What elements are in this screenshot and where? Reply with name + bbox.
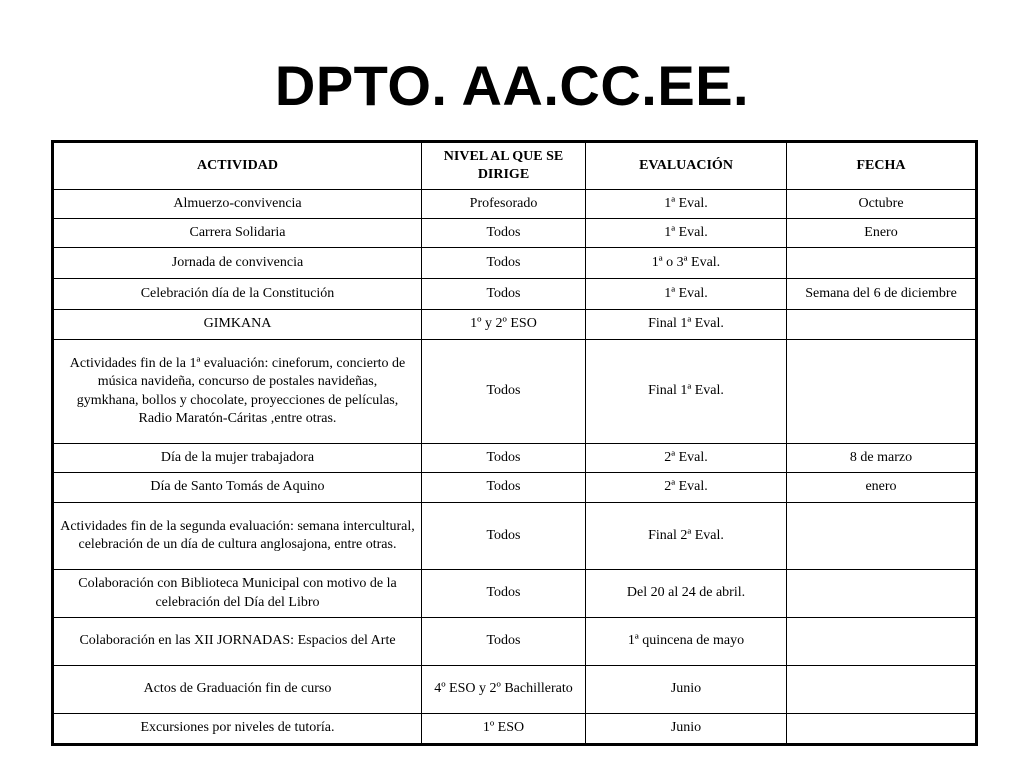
cell-actividad: Excursiones por niveles de tutoría. <box>53 714 422 745</box>
cell-fecha <box>787 248 977 279</box>
cell-nivel: Todos <box>422 618 586 666</box>
table-header-row <box>53 142 977 190</box>
table-row <box>53 340 977 444</box>
cell-actividad: Jornada de convivencia <box>53 248 422 279</box>
cell-nivel: 1º y 2º ESO <box>422 310 586 340</box>
cell-evaluacion: 1ª Eval. <box>586 219 787 248</box>
cell-nivel: Todos <box>422 473 586 503</box>
cell-actividad: Carrera Solidaria <box>53 219 422 248</box>
cell-fecha <box>787 666 977 714</box>
table-row <box>53 473 977 503</box>
cell-nivel: Todos <box>422 570 586 618</box>
cell-nivel: Todos <box>422 219 586 248</box>
header-actividad: ACTIVIDAD <box>53 142 422 190</box>
cell-evaluacion: 1ª Eval. <box>586 279 787 310</box>
cell-actividad: Día de Santo Tomás de Aquino <box>53 473 422 503</box>
table-row <box>53 279 977 310</box>
cell-nivel: Todos <box>422 444 586 473</box>
table-row <box>53 666 977 714</box>
cell-actividad: GIMKANA <box>53 310 422 340</box>
cell-evaluacion: 1ª o 3ª Eval. <box>586 248 787 279</box>
cell-actividad: Colaboración con Biblioteca Municipal con motivo de la celebración del Día del Libro <box>53 570 422 618</box>
table-row <box>53 570 977 618</box>
table-row <box>53 444 977 473</box>
cell-evaluacion: 1ª Eval. <box>586 190 787 219</box>
header-fecha: FECHA <box>787 142 977 190</box>
cell-nivel: Todos <box>422 340 586 444</box>
table-row <box>53 248 977 279</box>
cell-nivel: Profesorado <box>422 190 586 219</box>
table-row <box>53 310 977 340</box>
cell-actividad: Actividades fin de la segunda evaluación: semana intercultural, celebración de un día de cultura anglosajona, entre otras. <box>53 503 422 570</box>
cell-nivel: 4º ESO y 2º Bachillerato <box>422 666 586 714</box>
table-row <box>53 714 977 745</box>
cell-nivel: 1º ESO <box>422 714 586 745</box>
table-row <box>53 219 977 248</box>
cell-evaluacion: Final 2ª Eval. <box>586 503 787 570</box>
cell-actividad: Colaboración en las XII JORNADAS: Espacios del Arte <box>53 618 422 666</box>
cell-evaluacion: 1ª quincena de mayo <box>586 618 787 666</box>
cell-fecha: Enero <box>787 219 977 248</box>
cell-fecha: 8 de marzo <box>787 444 977 473</box>
cell-fecha <box>787 618 977 666</box>
cell-fecha: Octubre <box>787 190 977 219</box>
cell-evaluacion: Del 20 al 24 de abril. <box>586 570 787 618</box>
cell-actividad: Celebración día de la Constitución <box>53 279 422 310</box>
cell-evaluacion: Final 1ª Eval. <box>586 310 787 340</box>
cell-evaluacion: Junio <box>586 714 787 745</box>
cell-fecha <box>787 714 977 745</box>
table-row <box>53 503 977 570</box>
cell-evaluacion: Final 1ª Eval. <box>586 340 787 444</box>
cell-fecha: enero <box>787 473 977 503</box>
cell-evaluacion: 2ª Eval. <box>586 473 787 503</box>
page-title: DPTO. AA.CC.EE. <box>274 54 750 117</box>
header-evaluacion: EVALUACIÓN <box>586 142 787 190</box>
cell-actividad: Día de la mujer trabajadora <box>53 444 422 473</box>
cell-nivel: Todos <box>422 503 586 570</box>
cell-actividad: Actos de Graduación fin de curso <box>53 666 422 714</box>
cell-evaluacion: Junio <box>586 666 787 714</box>
cell-evaluacion: 2ª Eval. <box>586 444 787 473</box>
cell-fecha <box>787 503 977 570</box>
cell-nivel: Todos <box>422 279 586 310</box>
cell-actividad: Almuerzo-convivencia <box>53 190 422 219</box>
cell-fecha <box>787 570 977 618</box>
cell-fecha <box>787 310 977 340</box>
cell-fecha: Semana del 6 de diciembre <box>787 279 977 310</box>
header-nivel: NIVEL AL QUE SE DIRIGE <box>422 142 586 190</box>
cell-actividad: Actividades fin de la 1ª evaluación: cineforum, concierto de música navideña, concurso de postales navideñas, gymkhana, bollos y chocolate, proyecciones de películas, Radio Maratón-Cáritas ,entre otras. <box>53 340 422 444</box>
table-row <box>53 190 977 219</box>
cell-nivel: Todos <box>422 248 586 279</box>
cell-fecha <box>787 340 977 444</box>
table-row <box>53 618 977 666</box>
activities-table <box>51 140 978 746</box>
